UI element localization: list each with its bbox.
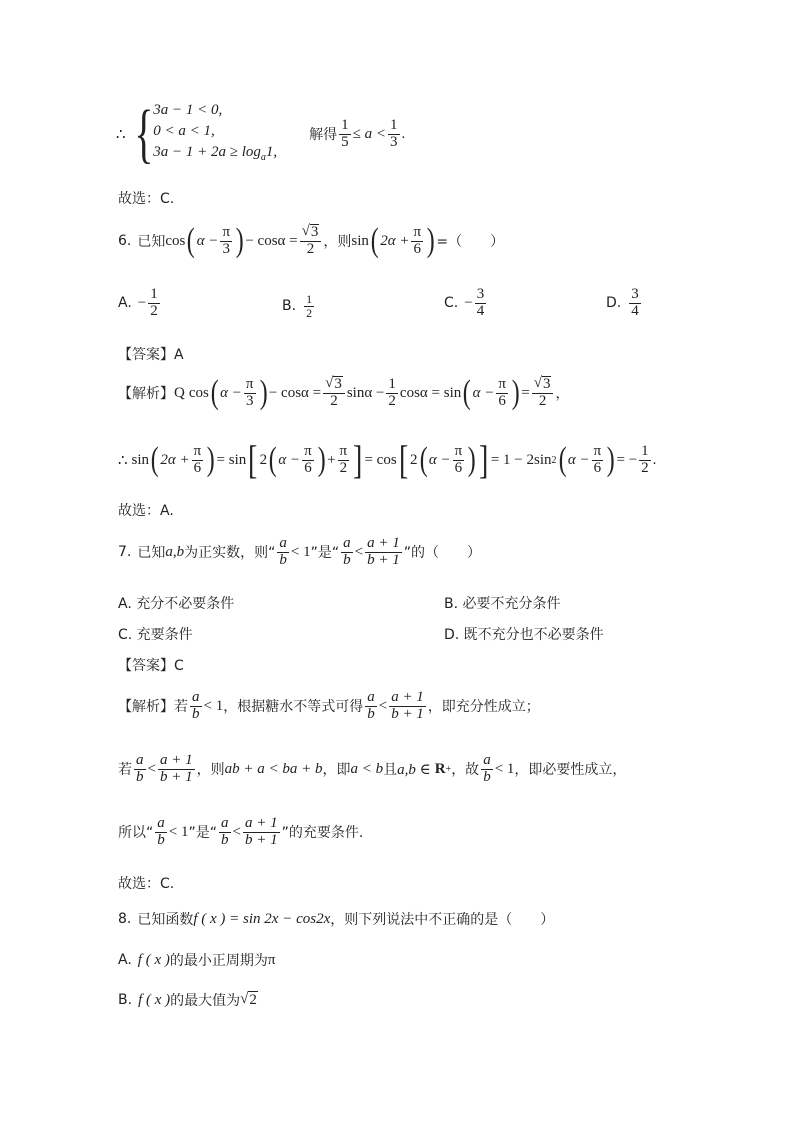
left-brace: { [133,97,153,170]
q7-option-c: C. 充要条件 [118,627,193,643]
q6-option-b: B. $\frac{1}{2}$ [282,292,313,320]
system-line-1: 3a − 1 < 0, [153,102,223,118]
q7-option-d: D. 既不充分也不必要条件 [444,627,604,643]
solve-text: 解得 [309,127,338,143]
q5-choose: 故选：C. [118,191,175,207]
q7-option-b: B. 必要不充分条件 [444,596,561,612]
q6-option-a: A. − $\frac{1}{2}$ [118,286,158,319]
solve-mid: ≤ a < [352,125,386,142]
q7-solution-line-2: 若 $\frac{a}{b}$ < $\frac{a + 1}{b + 1}$ ，则 ab + a < ba + b ，即 a < b 且 a,b ∈ R + ，故 $\frac{a}{b}$ < 1 ，即必要性成立， [118,752,627,785]
therefore-symbol: ∴ [116,126,126,143]
q7-question: 7. 已知 a,b 为正实数，则“ $\frac{a}{b}$ < 1 ”是“ $\frac{a}{b}$ < $\frac{a + 1}{b + 1}$ ”的（ ） [118,535,481,568]
fraction-one-fifth: $\frac{1}{5}$ [341,116,349,150]
q5-system: ∴ { 3a − 1 < 0, 0 < a < 1, $3a - 1 + 2a \ge \log_a1$, 解得 $\frac{1}{5}$ ≤ a < $\frac{1}{3}$ . [116,97,406,170]
q6-question: 6. 已知 cos ( α − $\frac{\pi}{3}$ ) − cosα = √ 3 2 ，则 sin ( 2α + $\frac{\pi}{6}$ ) =（ ） [118,222,505,259]
q7-choose: 故选：C. [118,876,175,892]
q8-option-b: B. f ( x ) 的最大值为 √ 2 [118,991,257,1009]
q6-answer: 【答案】A [118,347,184,363]
q6-solution-line-2: ∴ sin ( 2α + $\frac{\pi}{6}$ ) = sin [ 2 ( α − $\frac{\pi}{6}$ ) + $\frac{\pi}{2}$ ] = cos [ 2 ( α − $\frac{\pi}{6}$ ) ] = 1 − 2sin 2 ( α − $\frac{\pi}{6}$ ) = − $\frac{1}{2}$ . [118,437,657,482]
q8-question: 8. 已知函数 f ( x ) = sin 2x − cos2x ，则下列说法中不正确的是（ ） [118,910,555,928]
q7-answer: 【答案】C [118,658,184,674]
q6-solution-line-1: 【解析】 Q cos ( α − $\frac{\pi}{3}$ ) − cosα = √ 3 2 sinα − $\frac{1}{2}$ cosα = sin ( α − $\frac{\pi}{6}$ ) = √ 3 2 ， [118,374,570,411]
q7-option-a: A. 充分不必要条件 [118,596,235,612]
system-line-2: 0 < a < 1, [153,123,215,139]
fraction-one-third: $\frac{1}{3}$ [390,116,398,150]
system-line-3: $3a - 1 + 2a \ge \log_a1$, [153,144,278,163]
q6-option-c: C. − $\frac{3}{4}$ [444,286,485,319]
q6-option-d: D. $\frac{3}{4}$ [606,286,639,319]
q8-option-a: A. f ( x ) 的最小正周期为 π [118,951,276,969]
q6-choose: 故选：A. [118,503,174,519]
inequality-system [153,100,277,168]
q7-solution-line-1: 【解析】 若 $\frac{a}{b}$ < 1 ，根据糖水不等式可得 $\frac{a}{b}$ < $\frac{a + 1}{b + 1}$ ，即充分性成立； [118,689,540,722]
q7-solution-line-3: 所以“ $\frac{a}{b}$ < 1 ”是“ $\frac{a}{b}$ < $\frac{a + 1}{b + 1}$ ”的充要条件. [118,815,364,848]
